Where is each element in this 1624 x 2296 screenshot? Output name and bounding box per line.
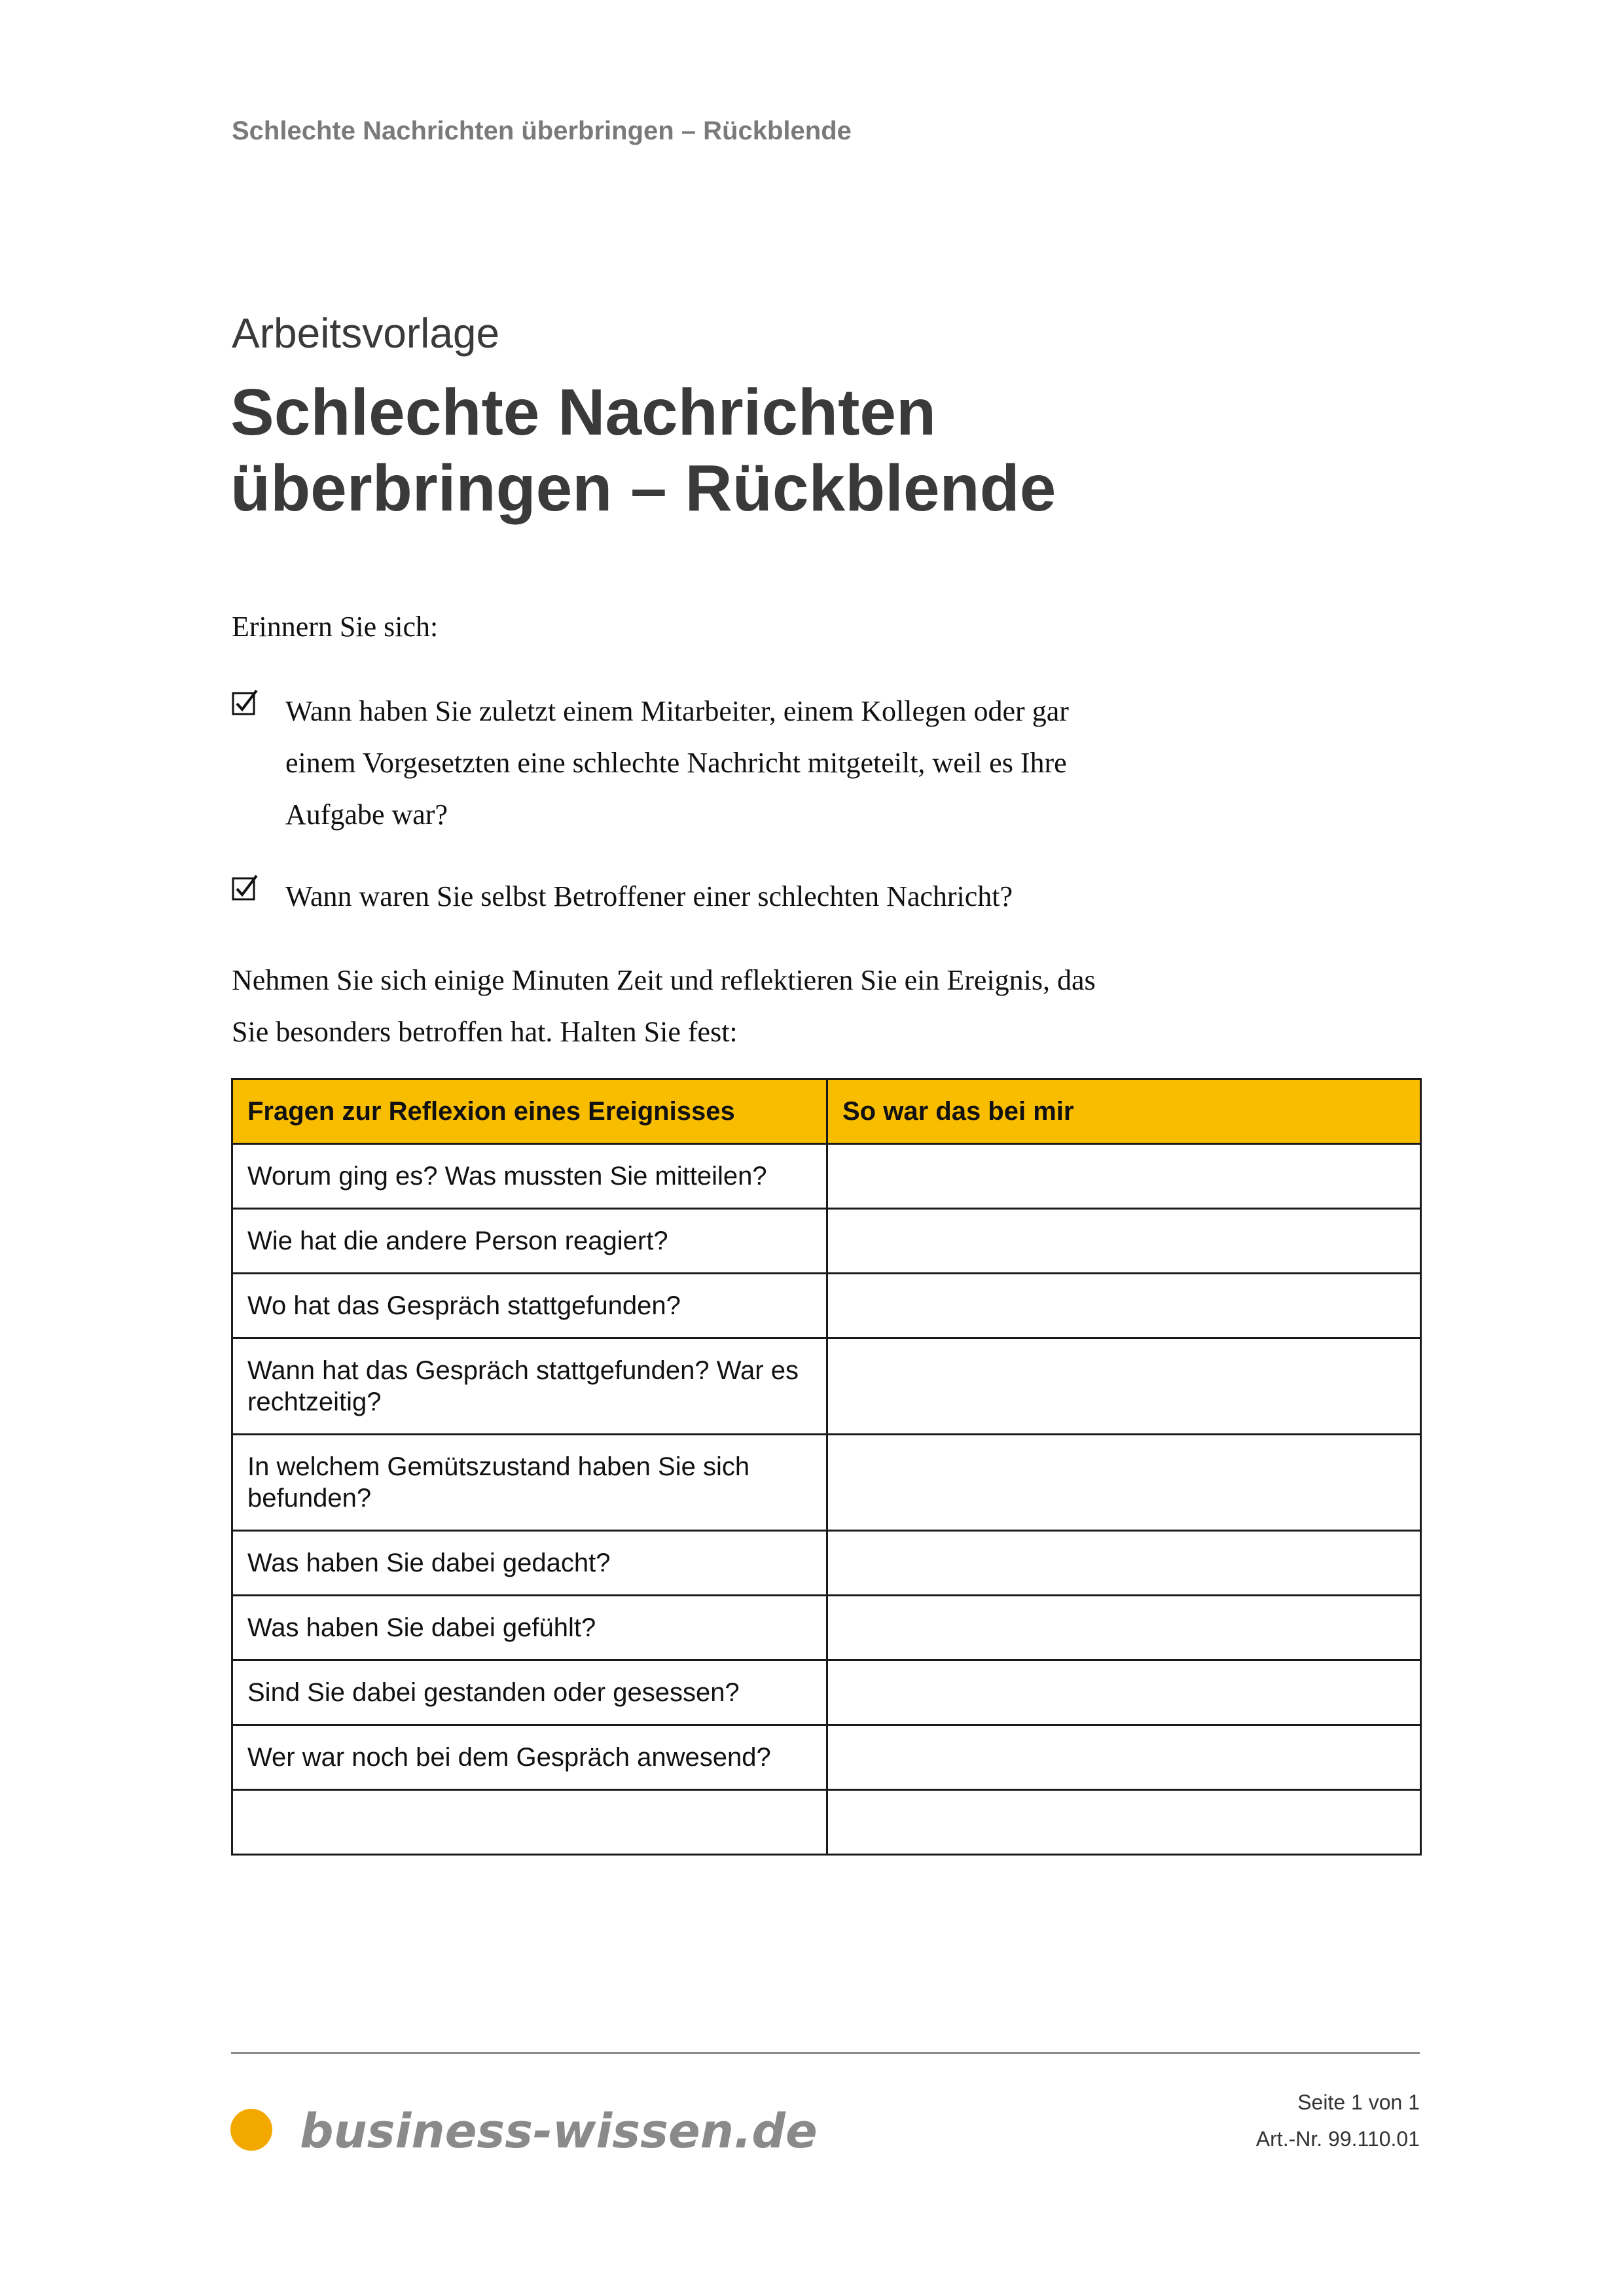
answer-cell[interactable]	[827, 1274, 1421, 1338]
question-cell[interactable]	[232, 1790, 827, 1855]
table-row	[232, 1725, 1421, 1790]
question-cell: Wo hat das Gespräch stattgefunden?	[232, 1274, 827, 1338]
footer-meta	[1256, 2084, 1420, 2157]
answer-cell[interactable]	[827, 1338, 1421, 1435]
page-title	[230, 374, 1474, 526]
checklist-item-text	[285, 870, 1013, 922]
footer-divider	[231, 2052, 1420, 2054]
table-row	[232, 1596, 1421, 1660]
table-header-row	[232, 1079, 1421, 1144]
question-cell: Sind Sie dabei gestanden oder gesessen?	[232, 1660, 827, 1725]
column-header-questions: Fragen zur Reflexion eines Ereignisses	[232, 1079, 827, 1144]
column-header-answers: So war das bei mir	[827, 1079, 1421, 1144]
intro-text: Erinnern Sie sich:	[232, 611, 439, 643]
answer-cell[interactable]	[827, 1209, 1421, 1274]
table-row	[232, 1531, 1421, 1596]
checklist-item-line: Wann waren Sie selbst Betroffener einer schlechten Nachricht?	[285, 880, 1013, 912]
answer-cell[interactable]	[827, 1725, 1421, 1790]
article-number: Art.-Nr. 99.110.01	[1255, 2127, 1420, 2151]
question-cell: Wie hat die andere Person reagiert?	[232, 1209, 827, 1274]
table-row	[232, 1338, 1421, 1435]
instruction-paragraph	[232, 954, 1096, 1058]
reflection-table	[231, 1078, 1422, 1856]
answer-cell[interactable]	[827, 1144, 1421, 1209]
page-title-line-1: Schlechte Nachrichten	[230, 376, 937, 449]
paragraph-line: Sie besonders betroffen hat. Halten Sie fest:	[232, 1016, 738, 1048]
question-cell: Wann hat das Gespräch stattgefunden? War es rechtzeitig?	[232, 1338, 827, 1435]
question-cell: Wer war noch bei dem Gespräch anwesend?	[232, 1725, 827, 1790]
answer-cell[interactable]	[827, 1660, 1421, 1725]
checked-box-icon	[232, 874, 259, 902]
document-type-label: Arbeitsvorlage	[232, 310, 500, 357]
question-cell: In welchem Gemütszustand haben Sie sich befunden?	[232, 1435, 827, 1531]
table-row	[232, 1660, 1421, 1725]
running-header: Schlechte Nachrichten überbringen – Rückblende	[232, 117, 852, 145]
checklist-item-line: Aufgabe war?	[285, 798, 448, 831]
answer-cell[interactable]	[827, 1596, 1421, 1660]
table-row	[232, 1144, 1421, 1209]
answer-cell[interactable]	[827, 1435, 1421, 1531]
question-cell: Was haben Sie dabei gedacht?	[232, 1531, 827, 1596]
logo-wordmark: business-wissen.de	[300, 2104, 818, 2159]
logo-dot-icon	[230, 2109, 272, 2151]
question-cell: Was haben Sie dabei gefühlt?	[232, 1596, 827, 1660]
question-cell: Worum ging es? Was mussten Sie mitteilen?	[232, 1144, 827, 1209]
checklist-item-text	[285, 685, 1069, 840]
answer-cell[interactable]	[827, 1790, 1421, 1855]
checklist-item-line: einem Vorgesetzten eine schlechte Nachricht mitgeteilt, weil es Ihre	[285, 747, 1067, 779]
table-row	[232, 1790, 1421, 1855]
table-row	[232, 1209, 1421, 1274]
checklist-item-line: Wann haben Sie zuletzt einem Mitarbeiter, einem Kollegen oder gar	[285, 695, 1069, 727]
checked-box-icon	[232, 689, 259, 717]
page-title-line-2: überbringen – Rückblende	[230, 452, 1056, 525]
paragraph-line: Nehmen Sie sich einige Minuten Zeit und reflektieren Sie ein Ereignis, das	[232, 964, 1096, 996]
table-row	[232, 1274, 1421, 1338]
answer-cell[interactable]	[827, 1531, 1421, 1596]
page-number: Seite 1 von 1	[1297, 2090, 1420, 2114]
table-row	[232, 1435, 1421, 1531]
